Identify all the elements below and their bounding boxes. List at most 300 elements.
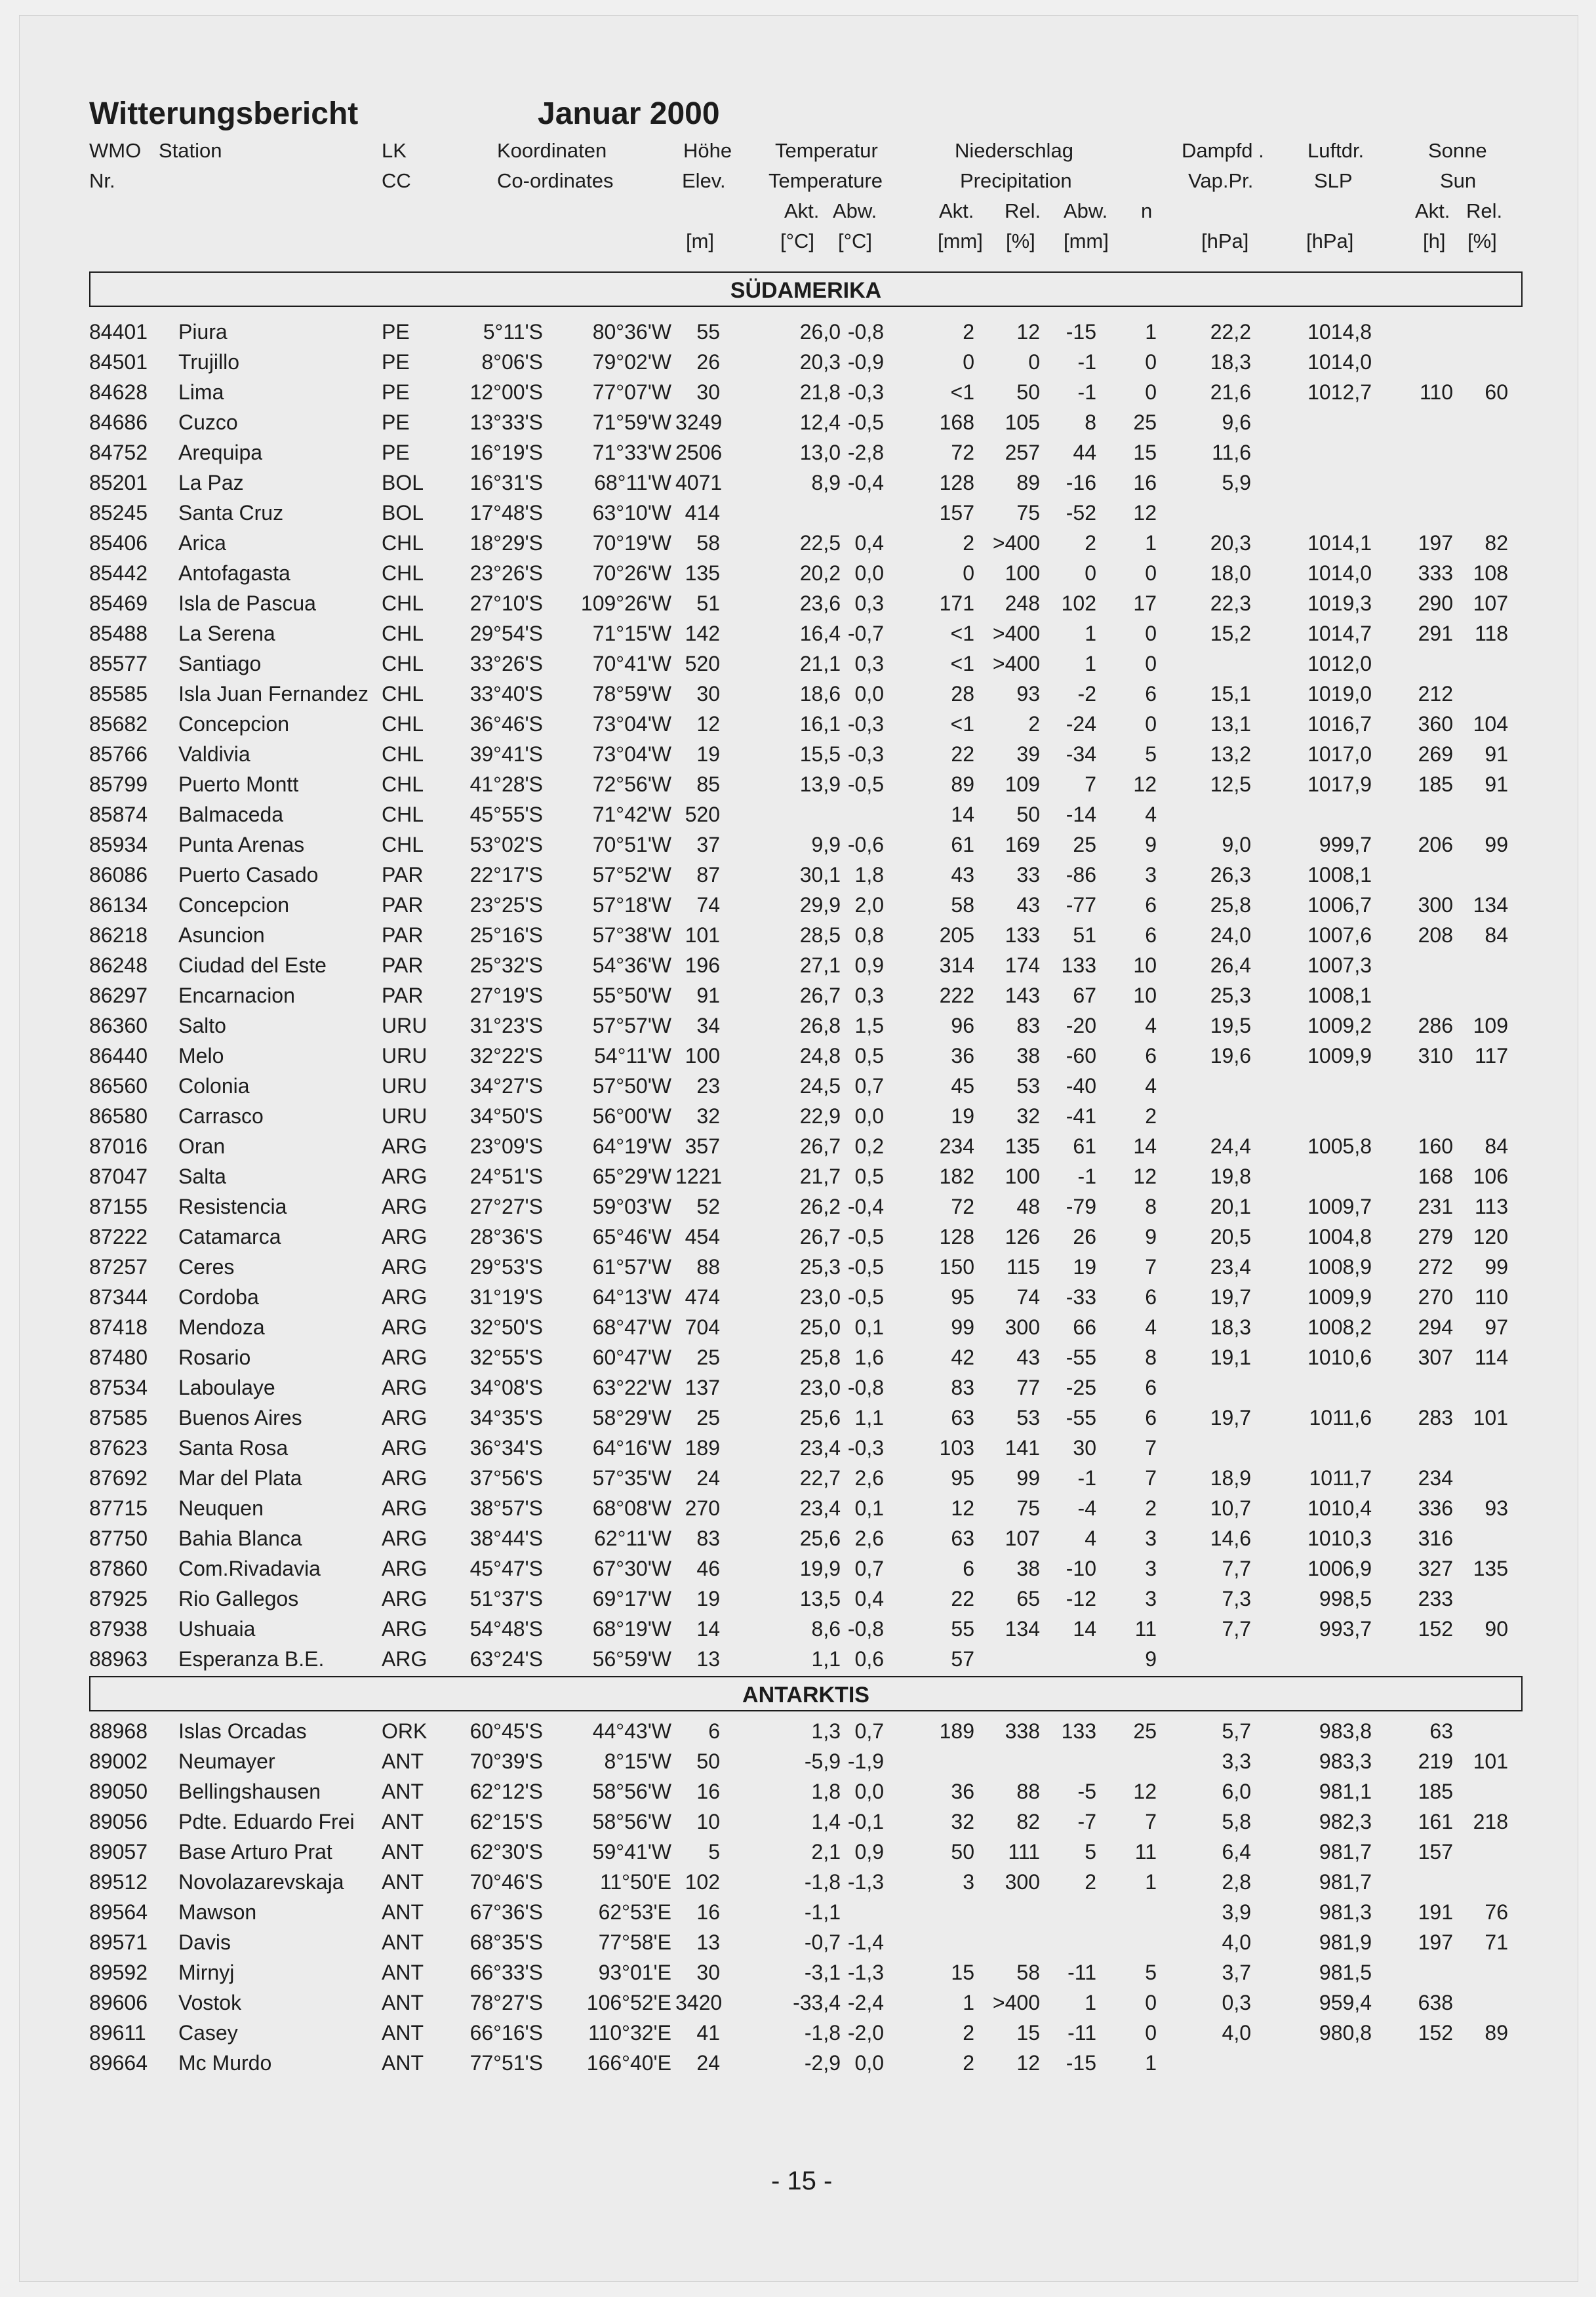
cell-prec-days: 6 [1145,682,1157,706]
cell-prec-deviation: 44 [1073,441,1096,464]
cell-prec-actual: 0 [963,561,974,585]
cell-vapour-pressure: 2,8 [1222,1870,1251,1894]
cell-station-name: Balmaceda [178,803,284,826]
cell-longitude: 58°56'W [592,1810,671,1833]
table-row [0,317,1596,347]
cell-prec-relative: 77 [1016,1376,1040,1399]
header-temp-abw: Abw. [833,199,877,222]
cell-country-code: CHL [382,561,424,585]
table-row [0,1867,1596,1897]
cell-elevation: 454 [685,1225,720,1248]
cell-temp-deviation: 1,8 [854,863,884,887]
cell-prec-deviation: 5 [1085,1840,1096,1864]
cell-country-code: ARG [382,1647,428,1671]
cell-sea-level-pressure: 1011,7 [1309,1466,1372,1490]
header-prec-rel: Rel. [1005,199,1041,222]
cell-prec-actual: 19 [951,1104,974,1128]
cell-longitude: 57°57'W [592,1014,671,1037]
cell-prec-actual: 22 [951,742,974,766]
cell-longitude: 59°03'W [592,1195,671,1218]
cell-sun-hours: 197 [1418,531,1453,555]
cell-wmo-number: 87534 [89,1376,148,1399]
cell-elevation: 520 [685,803,720,826]
cell-prec-actual: 2 [963,2051,974,2075]
cell-prec-actual: 1 [963,1991,974,2014]
cell-temp-deviation: 0,0 [854,561,884,585]
cell-sun-relative: 110 [1474,1285,1508,1309]
cell-wmo-number: 86218 [89,923,148,947]
section-header-antarctica: ANTARKTIS [89,1676,1523,1711]
cell-temp-deviation: 0,3 [854,652,884,675]
cell-country-code: CHL [382,531,424,555]
cell-longitude: 67°30'W [592,1557,671,1580]
cell-longitude: 54°11'W [594,1044,671,1068]
cell-temp-deviation: -0,5 [847,1225,884,1248]
cell-elevation: 34 [696,1014,720,1037]
cell-longitude: 55°50'W [592,984,671,1007]
cell-vapour-pressure: 14,6 [1210,1527,1251,1550]
cell-latitude: 16°31'S [469,471,543,494]
cell-sun-relative: 84 [1485,1134,1508,1158]
cell-prec-days: 9 [1145,1225,1157,1248]
cell-temp-deviation: 1,1 [854,1406,884,1429]
cell-prec-relative: 12 [1016,320,1040,344]
cell-longitude: 57°35'W [592,1466,671,1490]
cell-station-name: La Serena [178,622,275,645]
cell-wmo-number: 89057 [89,1840,148,1864]
cell-temp-actual: 1,4 [811,1810,841,1833]
unit-sun-rel: [%] [1467,230,1497,252]
cell-wmo-number: 87016 [89,1134,148,1158]
cell-prec-relative: 93 [1016,682,1040,706]
cell-sun-relative: 108 [1473,561,1508,585]
cell-temp-deviation: 0,5 [854,1044,884,1068]
cell-prec-days: 12 [1133,1165,1157,1188]
cell-sun-hours: 286 [1418,1014,1453,1037]
cell-vapour-pressure: 19,1 [1210,1346,1251,1369]
cell-latitude: 27°27'S [469,1195,543,1218]
cell-prec-deviation: 133 [1061,1719,1096,1743]
cell-wmo-number: 87585 [89,1406,148,1429]
cell-country-code: ARG [382,1587,428,1610]
cell-elevation: 474 [685,1285,720,1309]
cell-temp-deviation: -0,4 [847,471,884,494]
cell-elevation: 85 [696,772,720,796]
cell-vapour-pressure: 18,3 [1210,1315,1251,1339]
cell-longitude: 57°52'W [592,863,671,887]
cell-sea-level-pressure: 1008,1 [1307,984,1372,1007]
cell-wmo-number: 87715 [89,1496,148,1520]
cell-temp-actual: 21,7 [799,1165,841,1188]
cell-prec-days: 9 [1145,833,1157,856]
cell-country-code: CHL [382,803,424,826]
cell-sun-relative: 99 [1485,1255,1508,1279]
cell-sea-level-pressure: 959,4 [1319,1991,1372,2014]
cell-latitude: 31°19'S [469,1285,543,1309]
cell-sun-hours: 283 [1418,1406,1453,1429]
cell-temp-actual: 21,8 [799,380,841,404]
cell-longitude: 56°59'W [592,1647,671,1671]
cell-sea-level-pressure: 981,7 [1319,1870,1372,1894]
cell-sun-hours: 269 [1418,742,1453,766]
unit-vappr: [hPa] [1201,230,1249,252]
cell-prec-days: 12 [1133,1780,1157,1803]
cell-prec-relative: 0 [1028,350,1040,374]
cell-sun-hours: 161 [1418,1810,1453,1833]
cell-vapour-pressure: 7,7 [1222,1557,1251,1580]
cell-longitude: 72°56'W [592,772,671,796]
cell-sun-hours: 231 [1418,1195,1453,1218]
cell-sea-level-pressure: 1016,7 [1307,712,1372,736]
cell-prec-relative: 33 [1016,863,1040,887]
cell-station-name: Santa Rosa [178,1436,289,1460]
cell-temp-deviation: 0,0 [854,682,884,706]
cell-latitude: 68°35'S [469,1930,543,1954]
cell-prec-deviation: 2 [1085,1870,1096,1894]
cell-elevation: 51 [696,591,720,615]
cell-latitude: 22°17'S [469,863,543,887]
cell-longitude: 65°29'W [592,1165,671,1188]
cell-temp-deviation: 0,2 [854,1134,884,1158]
cell-prec-relative: 32 [1016,1104,1040,1128]
cell-prec-deviation: -34 [1066,742,1096,766]
cell-elevation: 10 [696,1810,720,1833]
table-row [0,709,1596,739]
cell-sea-level-pressure: 1008,9 [1307,1255,1372,1279]
cell-vapour-pressure: 11,6 [1212,441,1251,464]
cell-prec-actual: <1 [950,380,974,404]
cell-temp-actual: -5,9 [804,1749,841,1773]
cell-prec-deviation: 66 [1073,1315,1096,1339]
cell-vapour-pressure: 25,8 [1210,893,1251,917]
table-row [0,1716,1596,1746]
cell-prec-relative: 58 [1016,1961,1040,1984]
cell-prec-deviation: 1 [1085,652,1096,675]
cell-prec-relative: 75 [1016,501,1040,525]
cell-vapour-pressure: 4,0 [1222,2021,1251,2045]
cell-wmo-number: 85585 [89,682,148,706]
cell-temp-actual: 22,5 [799,531,841,555]
table-row [0,1010,1596,1041]
cell-wmo-number: 86440 [89,1044,148,1068]
cell-prec-days: 0 [1145,350,1157,374]
cell-longitude: 62°11'W [594,1527,671,1550]
cell-sun-hours: 208 [1418,923,1453,947]
cell-country-code: ARG [382,1496,428,1520]
table-row [0,1282,1596,1312]
cell-prec-deviation: -77 [1066,893,1096,917]
cell-sea-level-pressure: 1007,3 [1307,953,1372,977]
cell-wmo-number: 85406 [89,531,148,555]
cell-vapour-pressure: 10,7 [1210,1496,1251,1520]
cell-station-name: Ushuaia [178,1617,256,1641]
cell-prec-deviation: -7 [1077,1810,1096,1833]
cell-prec-actual: 45 [951,1074,974,1098]
cell-prec-actual: 12 [951,1496,974,1520]
cell-country-code: ARG [382,1527,428,1550]
cell-latitude: 37°56'S [469,1466,543,1490]
cell-country-code: ANT [382,2051,424,2075]
cell-temp-actual: 22,9 [799,1104,841,1128]
cell-prec-days: 8 [1145,1346,1157,1369]
cell-temp-deviation: 0,8 [854,923,884,947]
cell-vapour-pressure: 19,5 [1210,1014,1251,1037]
cell-temp-actual: 26,7 [799,984,841,1007]
cell-sun-relative: 99 [1485,833,1508,856]
cell-sun-relative: 118 [1474,622,1508,645]
cell-prec-days: 3 [1145,1587,1157,1610]
cell-sun-relative: 218 [1473,1810,1508,1833]
cell-wmo-number: 89056 [89,1810,148,1833]
cell-prec-relative: 105 [1005,410,1040,434]
cell-wmo-number: 87344 [89,1285,148,1309]
cell-wmo-number: 89050 [89,1780,148,1803]
cell-sun-relative: 90 [1485,1617,1508,1641]
cell-temp-actual: -0,7 [804,1930,841,1954]
cell-temp-deviation: -0,1 [847,1810,884,1833]
cell-station-name: Davis [178,1930,231,1954]
cell-latitude: 31°23'S [469,1014,543,1037]
cell-sun-relative: 89 [1485,2021,1508,2045]
cell-wmo-number: 86248 [89,953,148,977]
cell-country-code: ARG [382,1225,428,1248]
cell-latitude: 16°19'S [469,441,543,464]
table-row [0,468,1596,498]
cell-temp-actual: 24,5 [799,1074,841,1098]
cell-sun-relative: 101 [1473,1749,1508,1773]
cell-elevation: 37 [696,833,720,856]
cell-vapour-pressure: 26,4 [1210,953,1251,977]
cell-temp-deviation: 0,4 [854,1587,884,1610]
cell-longitude: 71°33'W [592,441,671,464]
table-row [0,829,1596,860]
cell-prec-actual: 55 [951,1617,974,1641]
table-row [0,1927,1596,1957]
cell-latitude: 28°36'S [469,1225,543,1248]
cell-country-code: PAR [382,953,424,977]
cell-temp-deviation: 0,0 [854,1780,884,1803]
cell-temp-deviation: 0,3 [854,591,884,615]
cell-latitude: 62°15'S [469,1810,543,1833]
cell-vapour-pressure: 19,7 [1210,1285,1251,1309]
cell-station-name: Encarnacion [178,984,295,1007]
table-row [0,890,1596,920]
cell-country-code: CHL [382,742,424,766]
table-row [0,1131,1596,1161]
cell-sea-level-pressure: 1014,0 [1307,561,1372,585]
cell-temp-deviation: 0,3 [854,984,884,1007]
cell-elevation: 74 [696,893,720,917]
cell-sun-hours: 110 [1419,380,1453,404]
cell-longitude: 73°04'W [592,712,671,736]
cell-prec-relative: 65 [1016,1587,1040,1610]
cell-prec-deviation: -15 [1066,320,1096,344]
cell-station-name: Salta [178,1165,226,1188]
cell-prec-deviation: -1 [1077,1466,1096,1490]
cell-longitude: 65°46'W [592,1225,671,1248]
cell-vapour-pressure: 0,3 [1222,1991,1251,2014]
cell-longitude: 71°15'W [592,622,671,645]
header-wmo: WMO [89,139,142,162]
table-row [0,498,1596,528]
cell-station-name: Mendoza [178,1315,265,1339]
cell-prec-actual: 32 [951,1810,974,1833]
cell-latitude: 66°33'S [469,1961,543,1984]
header-temp-akt: Akt. [784,199,820,222]
cell-prec-days: 3 [1145,1527,1157,1550]
cell-latitude: 27°19'S [469,984,543,1007]
cell-prec-days: 7 [1145,1436,1157,1460]
cell-latitude: 60°45'S [469,1719,543,1743]
header-hoehe: Höhe [683,139,732,162]
cell-sun-hours: 191 [1418,1900,1453,1924]
cell-temp-actual: -1,8 [804,2021,841,2045]
cell-prec-days: 0 [1145,380,1157,404]
cell-latitude: 45°47'S [469,1557,543,1580]
cell-longitude: 11°50'E [599,1870,671,1894]
cell-station-name: Buenos Aires [178,1406,302,1429]
cell-prec-deviation: -10 [1066,1557,1096,1580]
cell-prec-days: 9 [1145,1647,1157,1671]
cell-temp-deviation: 2,6 [854,1527,884,1550]
cell-prec-actual: 58 [951,893,974,917]
cell-prec-days: 15 [1133,441,1157,464]
cell-country-code: PE [382,320,410,344]
cell-prec-days: 4 [1145,803,1157,826]
cell-prec-days: 25 [1133,1719,1157,1743]
cell-wmo-number: 89606 [89,1991,148,2014]
cell-sea-level-pressure: 1009,7 [1307,1195,1372,1218]
cell-prec-deviation: 1 [1085,1991,1096,2014]
cell-station-name: Melo [178,1044,224,1068]
cell-prec-days: 0 [1145,622,1157,645]
report-month: Januar 2000 [538,96,720,131]
table-row [0,1463,1596,1493]
cell-temp-actual: 30,1 [799,863,841,887]
cell-country-code: ARG [382,1255,428,1279]
cell-prec-relative: 88 [1016,1780,1040,1803]
cell-vapour-pressure: 9,6 [1222,410,1251,434]
cell-vapour-pressure: 3,9 [1222,1900,1251,1924]
cell-temp-deviation: 2,6 [854,1466,884,1490]
cell-prec-days: 1 [1145,320,1157,344]
cell-station-name: Neuquen [178,1496,264,1520]
cell-elevation: 19 [696,742,720,766]
cell-prec-actual: 234 [939,1134,974,1158]
cell-sea-level-pressure: 1009,2 [1307,1014,1372,1037]
cell-temp-deviation: 0,7 [854,1074,884,1098]
cell-temp-actual: 23,6 [799,591,841,615]
cell-elevation: 24 [696,1466,720,1490]
cell-longitude: 70°26'W [592,561,671,585]
cell-prec-days: 1 [1145,1870,1157,1894]
cell-latitude: 12°00'S [469,380,543,404]
cell-prec-relative: 15 [1016,2021,1040,2045]
cell-wmo-number: 87750 [89,1527,148,1550]
cell-prec-days: 6 [1145,1044,1157,1068]
cell-wmo-number: 87222 [89,1225,148,1248]
cell-longitude: 59°41'W [592,1840,671,1864]
cell-sea-level-pressure: 1010,6 [1307,1346,1372,1369]
cell-prec-actual: 3 [963,1870,974,1894]
cell-wmo-number: 87925 [89,1587,148,1610]
table-row [0,1433,1596,1463]
cell-sun-hours: 168 [1418,1165,1453,1188]
table-row [0,2048,1596,2078]
cell-elevation: 704 [685,1315,720,1339]
cell-temp-deviation: 0,0 [854,1104,884,1128]
cell-vapour-pressure: 6,4 [1222,1840,1251,1864]
cell-latitude: 41°28'S [469,772,543,796]
cell-sun-relative: 93 [1485,1496,1508,1520]
cell-station-name: Laboulaye [178,1376,275,1399]
cell-wmo-number: 86297 [89,984,148,1007]
cell-station-name: Pdte. Eduardo Frei [178,1810,355,1833]
cell-prec-days: 12 [1133,501,1157,525]
cell-wmo-number: 84752 [89,441,148,464]
cell-sun-relative: 113 [1474,1195,1508,1218]
cell-vapour-pressure: 5,7 [1222,1719,1251,1743]
cell-station-name: Isla Juan Fernandez [178,682,369,706]
cell-temp-actual: 12,4 [799,410,841,434]
cell-prec-actual: 168 [939,410,974,434]
cell-longitude: 93°01'E [598,1961,671,1984]
cell-prec-relative: 338 [1005,1719,1040,1743]
cell-longitude: 73°04'W [592,742,671,766]
cell-latitude: 39°41'S [469,742,543,766]
cell-sun-relative: 97 [1485,1315,1508,1339]
cell-sun-hours: 310 [1418,1044,1453,1068]
cell-temp-deviation: -0,3 [847,1436,884,1460]
cell-station-name: Puerto Casado [178,863,319,887]
cell-prec-relative: 74 [1016,1285,1040,1309]
cell-station-name: Esperanza B.E. [178,1647,325,1671]
cell-temp-actual: -1,8 [804,1870,841,1894]
cell-country-code: PE [382,441,410,464]
cell-temp-deviation: 1,5 [854,1014,884,1037]
cell-wmo-number: 85469 [89,591,148,615]
cell-latitude: 36°34'S [469,1436,543,1460]
cell-station-name: Lima [178,380,224,404]
cell-sea-level-pressure: 1004,8 [1307,1225,1372,1248]
cell-prec-deviation: -4 [1077,1496,1096,1520]
cell-sea-level-pressure: 1017,0 [1307,742,1372,766]
cell-sea-level-pressure: 1010,3 [1307,1527,1372,1550]
cell-temp-actual: 20,2 [799,561,841,585]
cell-prec-actual: 2 [963,2021,974,2045]
cell-prec-relative: 169 [1005,833,1040,856]
table-row [0,1644,1596,1674]
cell-temp-actual: 22,7 [799,1466,841,1490]
cell-latitude: 27°10'S [469,591,543,615]
cell-station-name: Rio Gallegos [178,1587,299,1610]
cell-elevation: 3420 [675,1991,723,2014]
cell-sea-level-pressure: 1009,9 [1307,1044,1372,1068]
cell-latitude: 38°57'S [469,1496,543,1520]
cell-wmo-number: 87155 [89,1195,148,1218]
cell-prec-actual: 14 [951,803,974,826]
cell-prec-relative: 53 [1016,1074,1040,1098]
header-dampfd: Dampfd . [1182,139,1264,162]
cell-prec-deviation: -24 [1066,712,1096,736]
cell-sea-level-pressure: 981,7 [1319,1840,1372,1864]
cell-station-name: Mirnyj [178,1961,235,1984]
cell-prec-relative: 111 [1008,1840,1040,1864]
cell-wmo-number: 85799 [89,772,148,796]
cell-station-name: Colonia [178,1074,250,1098]
table-row [0,1101,1596,1131]
cell-country-code: ANT [382,1991,424,2014]
